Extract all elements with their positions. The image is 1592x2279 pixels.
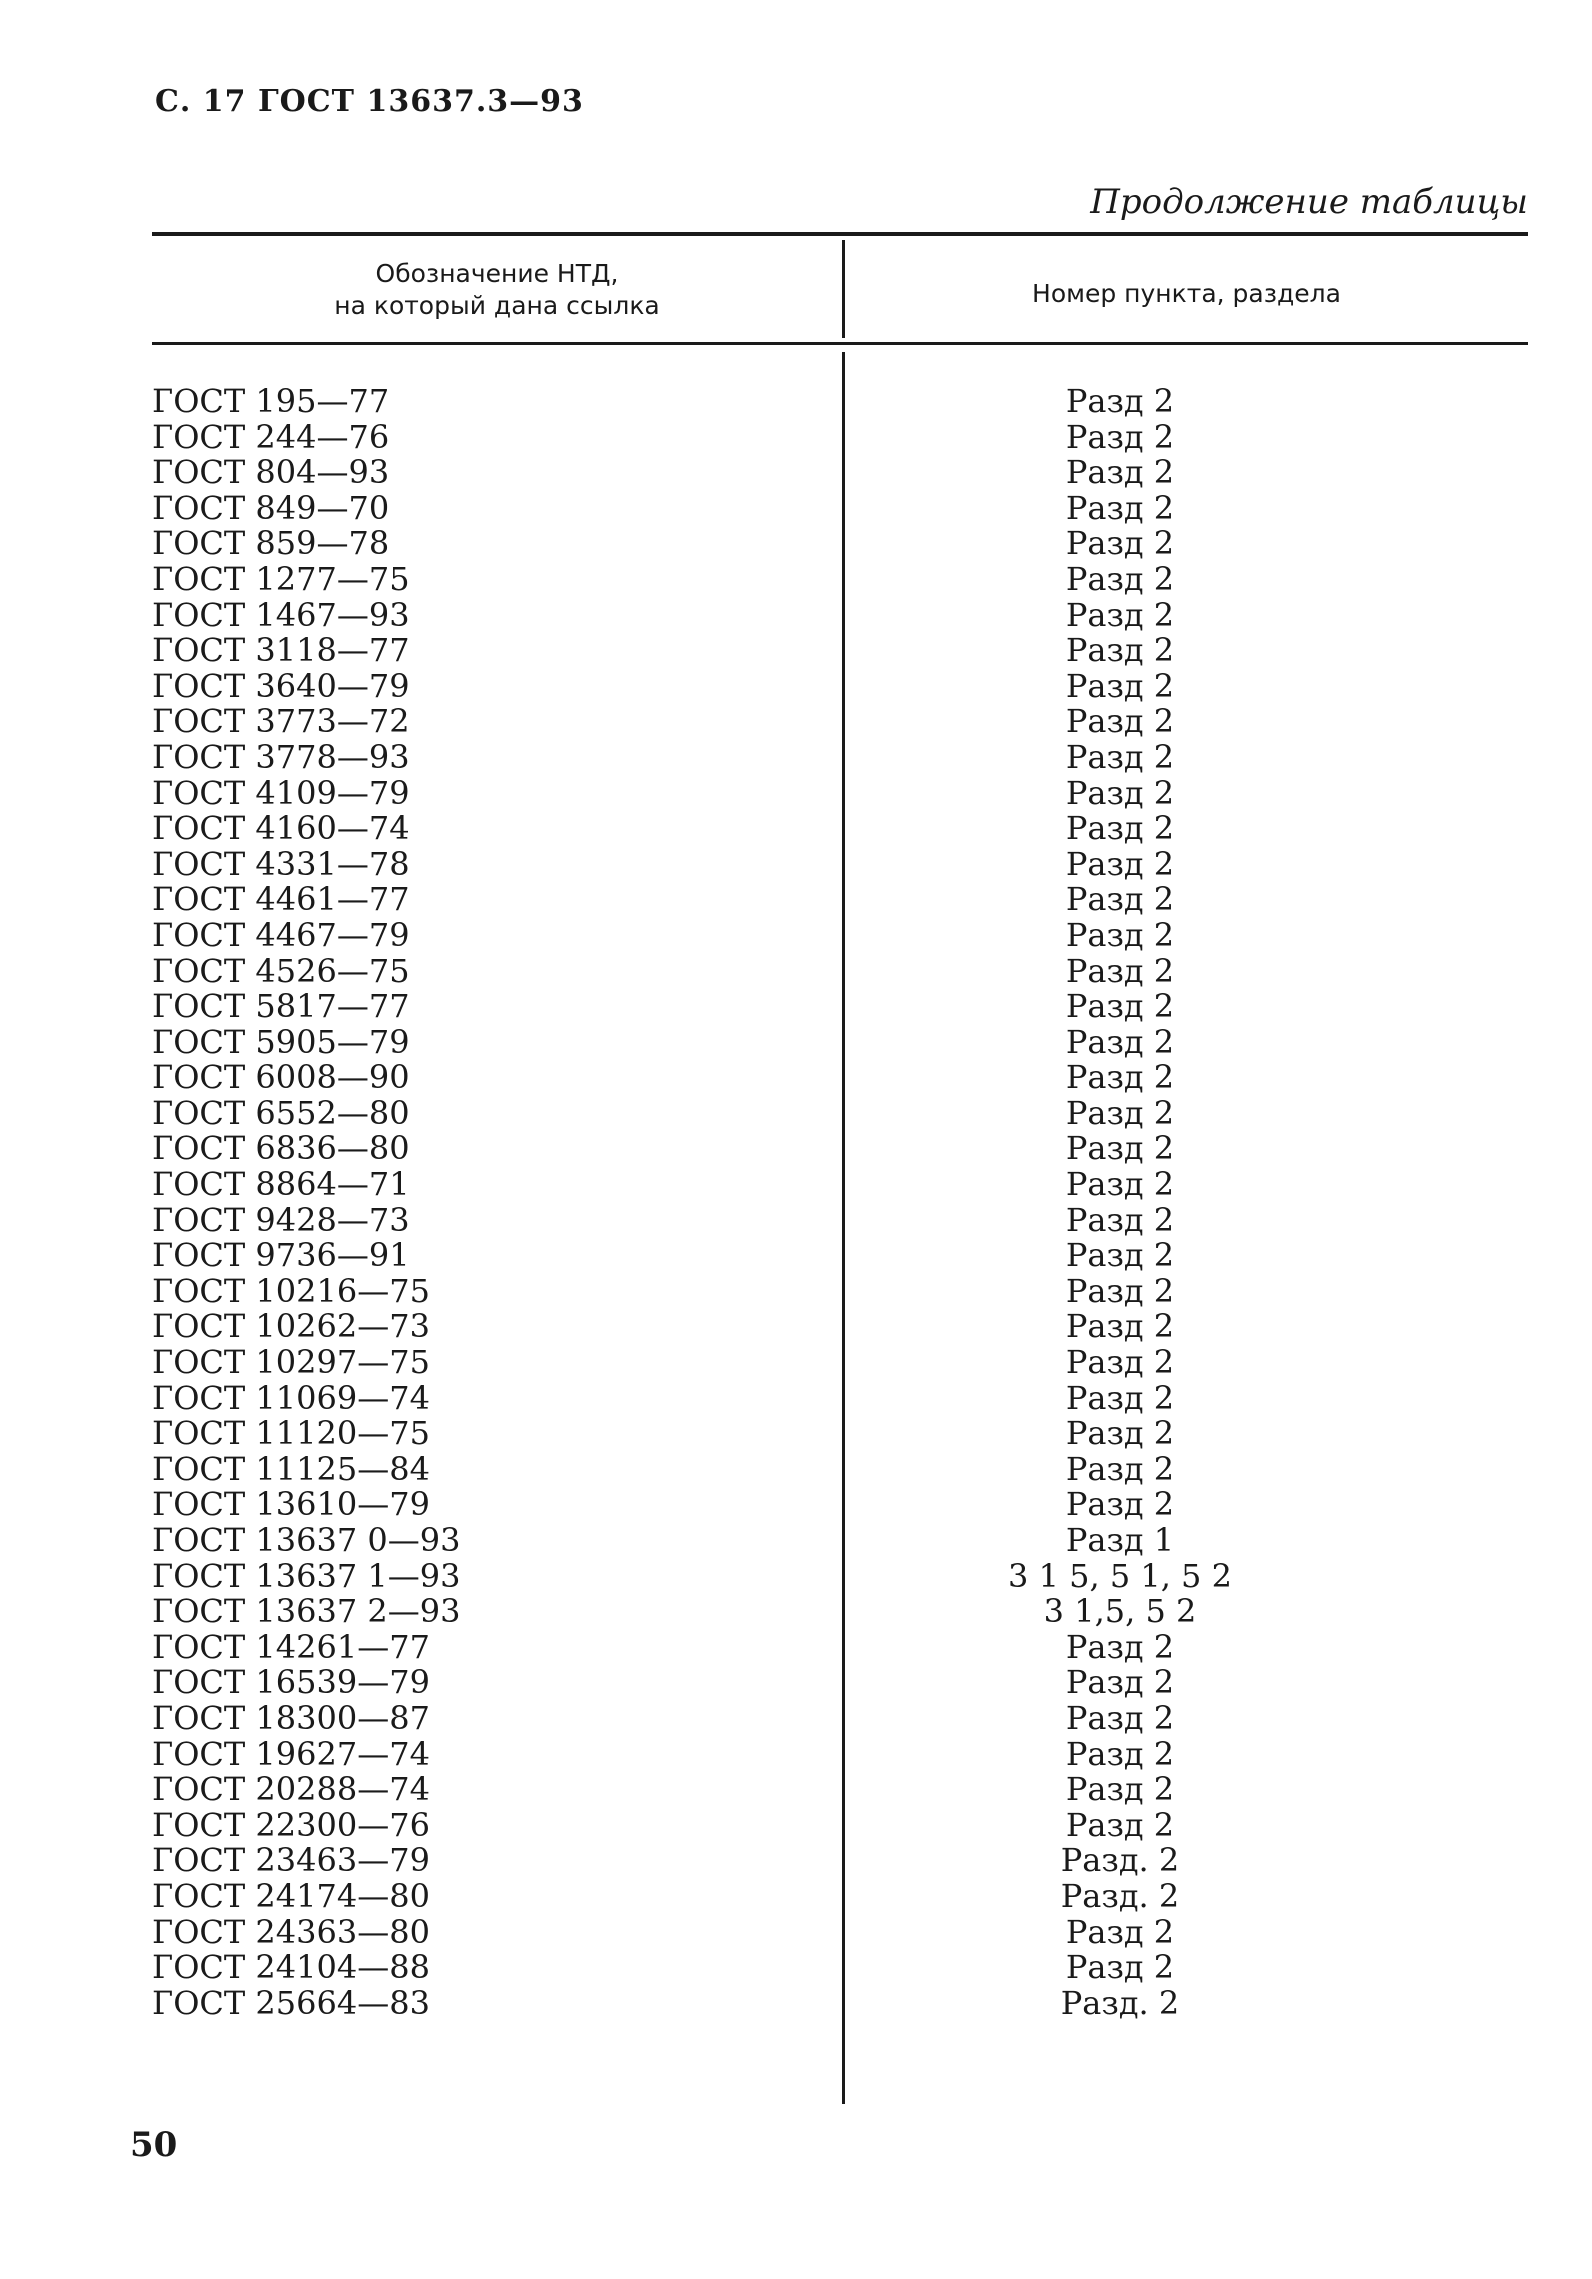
section-reference: Разд 2 [1065, 1378, 1175, 1417]
section-reference: Разд 2 [1065, 1236, 1175, 1275]
table-row [0, 559, 1592, 598]
section-reference: Разд 2 [1065, 1414, 1175, 1453]
table-row [0, 417, 1592, 456]
section-reference: 3 1,5, 5 2 [1043, 1592, 1197, 1631]
section-reference: Разд 2 [1065, 1805, 1175, 1844]
table-row [0, 1271, 1592, 1310]
table-row [0, 526, 1592, 562]
table-row [0, 811, 1592, 847]
section-reference: 3 1 5, 5 1, 5 2 [1008, 1556, 1232, 1595]
document-designation: ГОСТ 13637 2—93 [152, 1592, 461, 1631]
document-designation: ГОСТ 5905—79 [152, 1022, 410, 1061]
section-reference: Разд 2 [1065, 1022, 1175, 1061]
table-row [0, 1449, 1592, 1488]
document-designation: ГОСТ 9428—73 [152, 1200, 410, 1239]
document-designation: ГОСТ 4526—75 [152, 951, 410, 990]
section-reference: Разд 2 [1065, 809, 1175, 848]
section-reference: Разд 2 [1065, 666, 1175, 705]
table-row [0, 384, 1592, 420]
page-number: 50 [130, 2125, 178, 2165]
section-reference: Разд 2 [1065, 702, 1175, 741]
table-row [0, 882, 1592, 918]
document-designation: ГОСТ 3773—72 [152, 702, 410, 741]
section-reference: Разд 2 [1065, 915, 1175, 954]
table-row [0, 989, 1592, 1025]
table-top-rule [152, 232, 1528, 236]
section-reference: Разд 2 [1065, 1663, 1175, 1702]
section-reference: Разд 2 [1065, 1627, 1175, 1666]
document-designation: ГОСТ 13637 0—93 [152, 1521, 461, 1559]
table-row [0, 1772, 1592, 1808]
table-row [0, 915, 1592, 954]
section-reference: Разд. 2 [1060, 1983, 1180, 2022]
column-header-document-line1: Обозначение НТД, [375, 259, 619, 288]
table-row [0, 1594, 1592, 1630]
page-header: С. 17 ГОСТ 13637.3—93 [155, 84, 584, 119]
section-reference: Разд 2 [1065, 844, 1175, 883]
table-row [0, 1556, 1592, 1595]
table-row [0, 704, 1592, 740]
table-header-rule [152, 342, 1528, 345]
document-designation: ГОСТ 24174—80 [152, 1876, 430, 1915]
section-reference: Разд 2 [1065, 382, 1175, 420]
document-designation: ГОСТ 3118—77 [152, 631, 410, 670]
document-designation: ГОСТ 24104—88 [152, 1948, 430, 1987]
document-designation: ГОСТ 10262—73 [152, 1307, 430, 1346]
section-reference: Разд 2 [1065, 773, 1175, 812]
table-row [0, 1131, 1592, 1167]
table-row [0, 1950, 1592, 1986]
section-reference: Разд 2 [1065, 1770, 1175, 1809]
document-designation: ГОСТ 4109—79 [152, 773, 410, 812]
column-header-reference: Номер пункта, раздела [1032, 279, 1341, 308]
table-row [0, 1093, 1592, 1132]
table-row [0, 737, 1592, 776]
document-designation: ГОСТ 849—70 [152, 488, 390, 527]
document-designation: ГОСТ 9736—91 [152, 1236, 410, 1275]
table-row [0, 1627, 1592, 1666]
table-row [0, 455, 1592, 491]
section-reference: Разд 2 [1065, 1200, 1175, 1239]
table-row [0, 1805, 1592, 1844]
document-designation: ГОСТ 22300—76 [152, 1805, 430, 1844]
table-row [0, 1523, 1592, 1559]
section-reference: Разд 2 [1065, 1307, 1175, 1346]
table-row [0, 1734, 1592, 1773]
document-designation: ГОСТ 23463—79 [152, 1841, 430, 1880]
table-row [0, 951, 1592, 990]
section-reference: Разд 2 [1065, 880, 1175, 919]
table-row [0, 1665, 1592, 1701]
table-row [0, 1487, 1592, 1523]
section-reference: Разд 2 [1065, 1129, 1175, 1168]
section-reference: Разд 1 [1065, 1521, 1175, 1559]
document-designation: ГОСТ 18300—87 [152, 1698, 430, 1737]
section-reference: Разд 2 [1065, 1734, 1175, 1773]
document-designation: ГОСТ 804—93 [152, 453, 390, 492]
document-designation: ГОСТ 1277—75 [152, 559, 410, 598]
document-designation: ГОСТ 24363—80 [152, 1912, 430, 1951]
document-designation: ГОСТ 6552—80 [152, 1093, 410, 1132]
document-designation: ГОСТ 6008—90 [152, 1058, 410, 1097]
document-designation: ГОСТ 195—77 [152, 382, 390, 420]
document-designation: ГОСТ 859—78 [152, 524, 390, 563]
document-designation: ГОСТ 244—76 [152, 417, 390, 456]
table-row [0, 1022, 1592, 1061]
document-designation: ГОСТ 4331—78 [152, 844, 410, 883]
document-designation: ГОСТ 13610—79 [152, 1485, 430, 1524]
section-reference: Разд 2 [1065, 1912, 1175, 1951]
document-designation: ГОСТ 20288—74 [152, 1770, 430, 1809]
table-row [0, 1983, 1592, 2022]
document-designation: ГОСТ 11069—74 [152, 1378, 430, 1417]
table-row [0, 1698, 1592, 1737]
table-row [0, 773, 1592, 812]
section-reference: Разд 2 [1065, 987, 1175, 1026]
table-row [0, 1167, 1592, 1203]
table-row [0, 633, 1592, 669]
document-designation: ГОСТ 1467—93 [152, 595, 410, 634]
table-row [0, 1200, 1592, 1239]
section-reference: Разд 2 [1065, 1343, 1175, 1382]
table-row [0, 1238, 1592, 1274]
table-row [0, 1876, 1592, 1915]
table-row [0, 488, 1592, 527]
document-designation: ГОСТ 4467—79 [152, 915, 410, 954]
section-reference: Разд 2 [1065, 1093, 1175, 1132]
section-reference: Разд 2 [1065, 1165, 1175, 1204]
table-row [0, 595, 1592, 634]
document-designation: ГОСТ 16539—79 [152, 1663, 430, 1702]
section-reference: Разд 2 [1065, 524, 1175, 563]
section-reference: Разд 2 [1065, 1449, 1175, 1488]
document-designation: ГОСТ 3640—79 [152, 666, 410, 705]
document-designation: ГОСТ 13637 1—93 [152, 1556, 461, 1595]
section-reference: Разд 2 [1065, 1058, 1175, 1097]
section-reference: Разд 2 [1065, 951, 1175, 990]
column-header-document-line2: на который дана ссылка [334, 291, 660, 320]
table-continuation-label: Продолжение таблицы [1090, 182, 1528, 222]
section-reference: Разд 2 [1065, 737, 1175, 776]
document-designation: ГОСТ 3778—93 [152, 737, 410, 776]
column-header-document [152, 258, 842, 322]
document-designation: ГОСТ 10216—75 [152, 1271, 430, 1310]
section-reference: Разд 2 [1065, 631, 1175, 670]
section-reference: Разд. 2 [1060, 1841, 1180, 1880]
section-reference: Разд. 2 [1060, 1876, 1180, 1915]
document-designation: ГОСТ 5817—77 [152, 987, 410, 1026]
table-body [0, 384, 1592, 2021]
document-designation: ГОСТ 25664—83 [152, 1983, 430, 2022]
section-reference: Разд 2 [1065, 559, 1175, 598]
table-row [0, 844, 1592, 883]
table-row [0, 1309, 1592, 1345]
document-designation: ГОСТ 6836—80 [152, 1129, 410, 1168]
document-designation: ГОСТ 11120—75 [152, 1414, 430, 1453]
table-row [0, 1060, 1592, 1096]
table-row [0, 1843, 1592, 1879]
document-designation: ГОСТ 19627—74 [152, 1734, 430, 1773]
section-reference: Разд 2 [1065, 1271, 1175, 1310]
table-row [0, 1378, 1592, 1417]
section-reference: Разд 2 [1065, 1698, 1175, 1737]
table-row [0, 1345, 1592, 1381]
table-row [0, 1912, 1592, 1951]
document-designation: ГОСТ 11125—84 [152, 1449, 430, 1488]
document-designation: ГОСТ 4160—74 [152, 809, 410, 848]
section-reference: Разд 2 [1065, 1948, 1175, 1987]
section-reference: Разд 2 [1065, 595, 1175, 634]
table-row [0, 1416, 1592, 1452]
table-row [0, 666, 1592, 705]
section-reference: Разд 2 [1065, 488, 1175, 527]
document-designation: ГОСТ 4461—77 [152, 880, 410, 919]
section-reference: Разд 2 [1065, 453, 1175, 492]
section-reference: Разд 2 [1065, 1485, 1175, 1524]
section-reference: Разд 2 [1065, 417, 1175, 456]
document-designation: ГОСТ 10297—75 [152, 1343, 430, 1382]
document-designation: ГОСТ 8864—71 [152, 1165, 410, 1204]
document-designation: ГОСТ 14261—77 [152, 1627, 430, 1666]
